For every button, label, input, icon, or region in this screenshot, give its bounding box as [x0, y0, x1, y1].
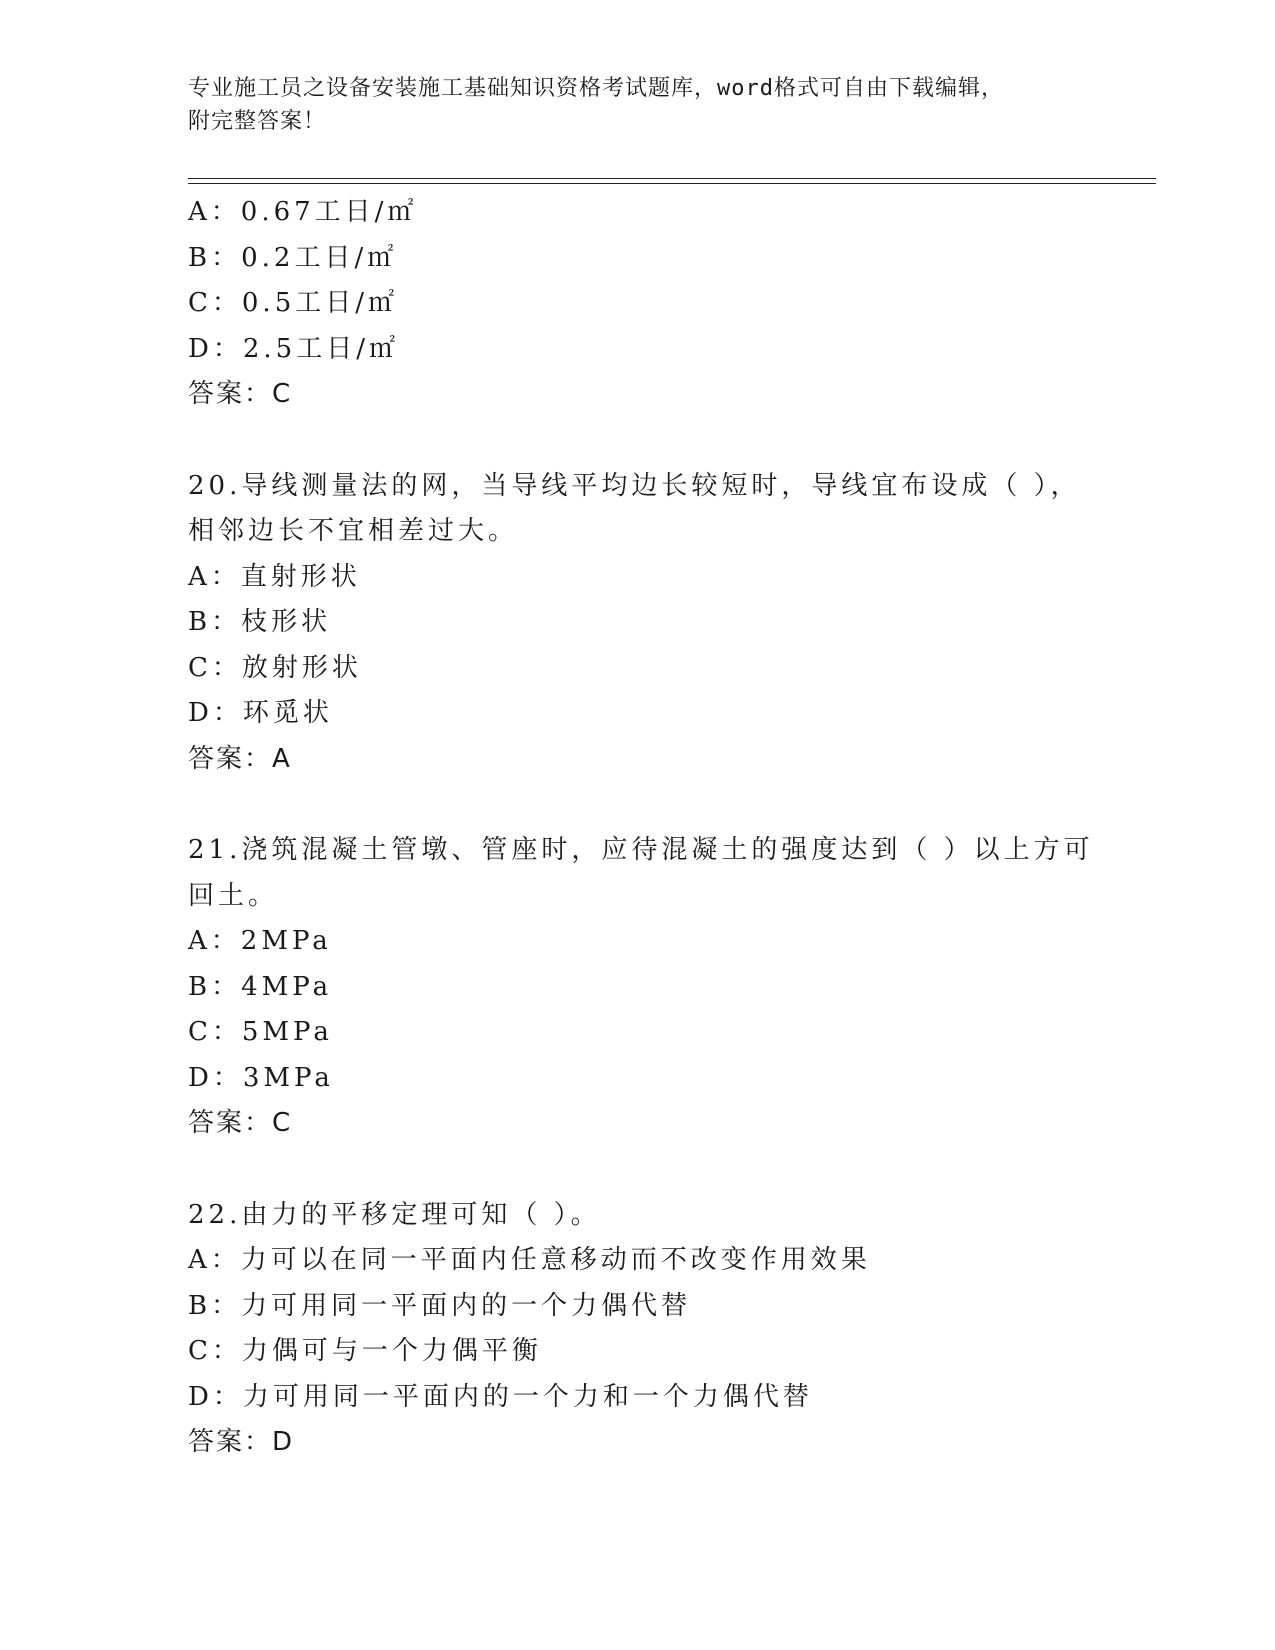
question-stem: 相邻边长不宜相差过大。 — [188, 516, 519, 546]
option-a: A：2MPa — [188, 926, 332, 956]
option-b: B：0.2工日/㎡ — [188, 242, 398, 273]
question-block — [188, 828, 1128, 1147]
question-block — [188, 190, 1128, 418]
question-list — [188, 190, 1128, 1466]
option-d: D：3MPa — [188, 1062, 334, 1093]
option-c: C：放射形状 — [188, 652, 362, 683]
answer-line: 答案：C — [188, 1108, 293, 1138]
option-b: B：枝形状 — [188, 607, 332, 637]
answer-line: 答案：C — [188, 379, 293, 409]
option-d: D：2.5工日/㎡ — [188, 333, 399, 364]
answer-line: 答案：D — [188, 1427, 295, 1457]
option-a: A：力可以在同一平面内任意移动而不改变作用效果 — [188, 1245, 871, 1275]
option-b: B：4MPa — [188, 971, 333, 1002]
answer-line: 答案：A — [188, 743, 292, 774]
document-header — [188, 72, 1088, 138]
header-line-1: 专业施工员之设备安装施工基础知识资格考试题库，word格式可自由下载编辑， — [188, 76, 1004, 101]
option-a: A：直射形状 — [188, 561, 361, 592]
option-c: C：5MPa — [188, 1017, 333, 1047]
question-stem: 回土。 — [188, 880, 279, 911]
question-block — [188, 1193, 1128, 1466]
question-stem: 22.由力的平移定理可知（ ）。 — [188, 1199, 601, 1230]
option-c: C：0.5工日/㎡ — [188, 288, 399, 318]
option-d: D：力可用同一平面内的一个力和一个力偶代替 — [188, 1381, 813, 1412]
option-a: A：0.67工日/㎡ — [188, 197, 418, 227]
option-c: C：力偶可与一个力偶平衡 — [188, 1336, 542, 1366]
option-b: B：力可用同一平面内的一个力偶代替 — [188, 1290, 692, 1321]
question-block — [188, 464, 1128, 783]
option-d: D：环觅状 — [188, 698, 333, 728]
header-divider-bottom — [188, 183, 1156, 184]
question-stem: 21.浇筑混凝土管墩、管座时，应待混凝土的强度达到（ ）以上方可 — [188, 835, 1094, 865]
question-stem: 20.导线测量法的网，当导线平均边长较短时，导线宜布设成（ ）， — [188, 470, 1081, 501]
header-divider-top — [188, 178, 1156, 179]
header-line-2: 附完整答案！ — [188, 109, 327, 134]
